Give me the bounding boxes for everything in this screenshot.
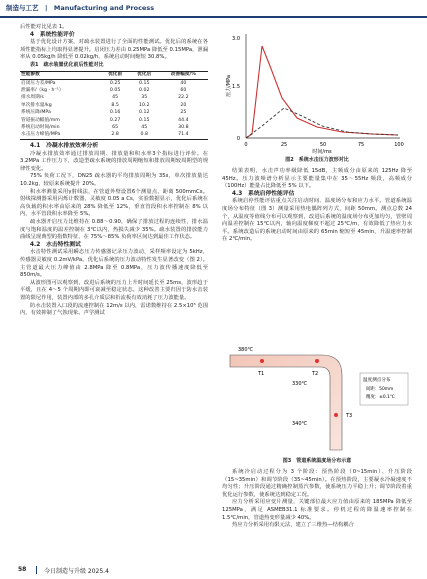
table-cell: 启闭压力差/MPa xyxy=(21,80,56,86)
sensor-point xyxy=(334,413,338,417)
page-header xyxy=(0,0,427,16)
table-cell: 8.5 xyxy=(111,102,119,108)
publication-name: 今日制造与升级 2025.4 xyxy=(44,568,109,575)
y-tick: 3.0 xyxy=(232,36,240,42)
table-cell: 30.8 xyxy=(178,124,189,130)
table-cell: 0.02 xyxy=(139,87,150,93)
table-cell: 管道振动幅值/mm xyxy=(21,117,60,123)
table-row xyxy=(20,79,208,87)
temp-label: 380℃ xyxy=(238,347,254,353)
table-cell: 0.15 xyxy=(139,80,150,86)
table-cell: 40 xyxy=(180,80,187,86)
x-tick: 50 xyxy=(319,142,327,148)
paragraph: 冷凝水排放效率通过排放周期、排放量和积水率3个指标进行评价。在 3.2MPa 工作压力下，改造型疏水系统的排放周期缩短和排放周期较周期型的规律性变化。 xyxy=(20,150,208,172)
page-number: 58 xyxy=(18,566,27,573)
table-cell: 泄漏率/（kg · h⁻¹） xyxy=(21,87,64,93)
section-heading: 4 系统性能评价 xyxy=(30,31,75,38)
paragraph: 系统启停性能评估重点关注启动时间、温度场分布和应力水平。管道系统温度场分布特征（图 3）测量采用热电偶阵列方式，间距 50mm。测点总数 24 个，从温度等值线分布可以观察到，改进后系统的温度场分布更加均匀，管壁周向温差控制在 15℃以内，轴向温度梯度不超过 25℃/m，有效降低了热应力水平。系统改造后的系统启动时间由原来的 65min 缩短至 45min，升温速率控制在 2℃/min。 xyxy=(222,198,412,243)
legend-title: 温度测点分布 xyxy=(363,378,391,383)
subsection-heading: 4.3 系统启停性能评估 xyxy=(232,190,295,197)
table-cell: 水击压力峰值/MPa xyxy=(21,132,61,138)
y-tick: 0 xyxy=(236,136,240,142)
section-label: 制造与工艺 | Manufacturing and Process xyxy=(6,4,155,12)
left-column xyxy=(20,24,208,318)
table-row xyxy=(20,110,208,117)
table-cell: 60 xyxy=(180,87,187,93)
table-cell: 45 xyxy=(141,124,148,130)
table-cell: 0.8 xyxy=(140,132,148,138)
after-curve xyxy=(246,108,398,138)
table-cell: 71.4 xyxy=(178,132,189,138)
point-label: T1 xyxy=(258,371,265,377)
right-column-bottom xyxy=(222,469,412,530)
before-curve xyxy=(246,46,398,138)
temp-label: 330℃ xyxy=(292,381,308,387)
table-cell: 2.8 xyxy=(111,132,119,138)
table-row xyxy=(20,95,208,102)
table-cell: 单次排水量/kg xyxy=(21,102,52,108)
table-cell: 35 xyxy=(141,95,148,101)
table-cell: 45 xyxy=(112,95,119,101)
paragraph: 结果表明，水击声功率级降低 15dB，主频成分由原来的 125Hz 降至 45Hz。压力波频谱分析显示主要能量集中在 35～55Hz 频段，高频成分（100Hz）能量占比降低至 5% 以下。 xyxy=(222,168,412,190)
performance-table xyxy=(20,71,208,141)
paragraph: 防水击装置入口段的流速控制在 12m/s 以内，雷诺数维持在 2.5×10⁵ 范围内，有效抑制了气蚀现象。声学测试 xyxy=(20,302,208,317)
y-axis-label: 压力/MPa xyxy=(226,75,232,97)
y-tick: 1.5 xyxy=(232,84,240,90)
legend-line: 精度：±0.1℃ xyxy=(366,395,395,400)
page-footer xyxy=(0,560,427,579)
table-cell: 排水周期/s xyxy=(21,95,44,101)
table-cell: 系统压降/MPa xyxy=(21,110,51,116)
table-header-cell: 优化前 xyxy=(108,72,123,78)
temp-label: 340℃ xyxy=(292,421,308,427)
x-axis-label: 时间/ms xyxy=(312,149,332,154)
pressure-waveform-figure xyxy=(222,26,412,154)
point-label: T3 xyxy=(346,413,353,419)
paragraph: 75% 负荷工况下，DN25 疏水器的平均排放周期为 35s，单次排放量达 10.2kg，较原来系统提升 20%。 xyxy=(20,173,208,188)
table-cell: 22.2 xyxy=(178,95,189,101)
table-cell: 0.15 xyxy=(139,117,150,123)
right-column-top xyxy=(222,168,412,244)
paragraph: 积水率测量采用γ射线法，在管道外壁设置6个测量点，距离 500mmCs。射线探测器采用闪烁计数器，灵敏度 0.05 a Cs，实验数据显示，优化后系统在高负载的积水率由原来的 28% 降低至 12%，垂直管段积水率控制在 8% 以内，水平管段积水率降至 5%。 xyxy=(20,188,208,218)
footer-divider xyxy=(36,566,37,574)
paragraph: 从波形图可以观察到，改进后系统的压力上升时间延长至 25ms，波形趋于平缓，且在 4～5 个周期内即可衰减至稳定状态。这种改善主要归因于防水击装置的限尼作用，装置内部的多孔介质层和折流板有效消耗了压力波能量。 xyxy=(20,279,208,301)
sensor-point xyxy=(315,359,319,363)
table-cell: 20 xyxy=(180,102,187,108)
x-tick: 100 xyxy=(394,142,404,148)
table-caption: 表1 疏水装置优化前后性能对比 xyxy=(30,61,104,68)
point-label: T2 xyxy=(312,371,319,377)
table-row xyxy=(20,117,208,124)
table-cell: 系统启动时间/min xyxy=(21,124,60,130)
figure-caption: 图3 管道系统温度场分布示意 xyxy=(282,458,352,464)
table-header-cell: 优化后 xyxy=(137,72,152,78)
table-cell: 25 xyxy=(180,110,187,116)
table-row xyxy=(20,132,208,140)
paragraph: 基于优化设计方案，对疏水装置进行了全面的性能测试。优化后的系统在各项性能指标上均取得显著提升。启闭压力差由 0.25MPa 降低至 0.15MPa，泄漏率从 0.05kg/h 降低至 0.02kg/h，系统启动时间缩短 30.8%。 xyxy=(20,39,208,61)
table-row xyxy=(20,87,208,94)
table-cell: 0.25 xyxy=(109,80,121,86)
paragraph: 后性能对比见表 1。 xyxy=(20,24,68,30)
x-tick: 0 xyxy=(244,142,248,148)
temperature-field-figure xyxy=(222,335,412,455)
table-cell: 65 xyxy=(112,124,119,130)
paragraph: 水击特性测试采用瞬态压力传感器记录压力波动，采样频率设定为 5kHz，传感器灵敏度 0.2mV/kPa。优化后系统的压力波动特性发生显著改变（图 2）。主管道最大压力峰值由 2.8MPa 降至 0.8MPa，压力波传播速度降低至 850m/s。 xyxy=(20,249,208,279)
table-cell: 0.05 xyxy=(109,87,121,93)
x-tick: 75 xyxy=(357,142,365,148)
table-header-cell: 性能参数 xyxy=(21,72,40,78)
table-cell: 44.4 xyxy=(178,117,189,123)
table-cell: 10.2 xyxy=(139,102,150,108)
subsection-heading: 4.1 冷凝水排放效率分析 xyxy=(30,143,99,150)
table-cell: 0.27 xyxy=(109,117,121,123)
legend-line: 间距：50mm xyxy=(366,387,394,392)
paragraph: 热应力分析采用有限元法，建立了三维热—结构耦合 xyxy=(232,522,354,529)
table-cell: 0.16 xyxy=(109,110,121,116)
paragraph: 疏水器开启压力比维持在 0.88～0.90，确保了排放过程的连续性，排水温度与饱和温度的温差控制在 3℃以内，热损失减少 35%。疏水装置的排放能力曲线呈现典型的指数特征，在 75%～85% 负荷率区间达到最佳工作状态。 xyxy=(20,219,208,241)
pipe-shape xyxy=(230,355,342,450)
table-row xyxy=(20,102,208,109)
figure-caption: 图2 系统水击压力波形对比 xyxy=(285,157,349,163)
subsection-heading: 4.2 水击特性测试 xyxy=(30,241,81,248)
table-row xyxy=(20,124,208,131)
paragraph: 应力分析采用应变片测量，关键部位最大应力值由原来的 185MPa 降低至 125MPa，满足 ASMEB31.1 标准要求。停机过程的降温速率控制在 1.5℃/min，管道热变形量减少 40%。 xyxy=(222,499,412,521)
paragraph: 系统冷启动过程分为 3 个阶段：预热阶段（0~15min）、升压阶段（15~35min）和调节阶段（35~45min）。在预热阶段，主要凝水冷凝速度不均匀性；升压阶段通过精确控制蒸汽参数，使系统压力平稳上升；调节阶段着重优化运行参数，使系统达到稳定工况。 xyxy=(222,469,412,498)
x-tick: 25 xyxy=(280,142,288,148)
table-header-cell: 改善幅度/% xyxy=(170,72,196,78)
header-rule xyxy=(0,16,427,18)
table-cell: 0.12 xyxy=(139,110,150,116)
sensor-point xyxy=(260,359,264,363)
